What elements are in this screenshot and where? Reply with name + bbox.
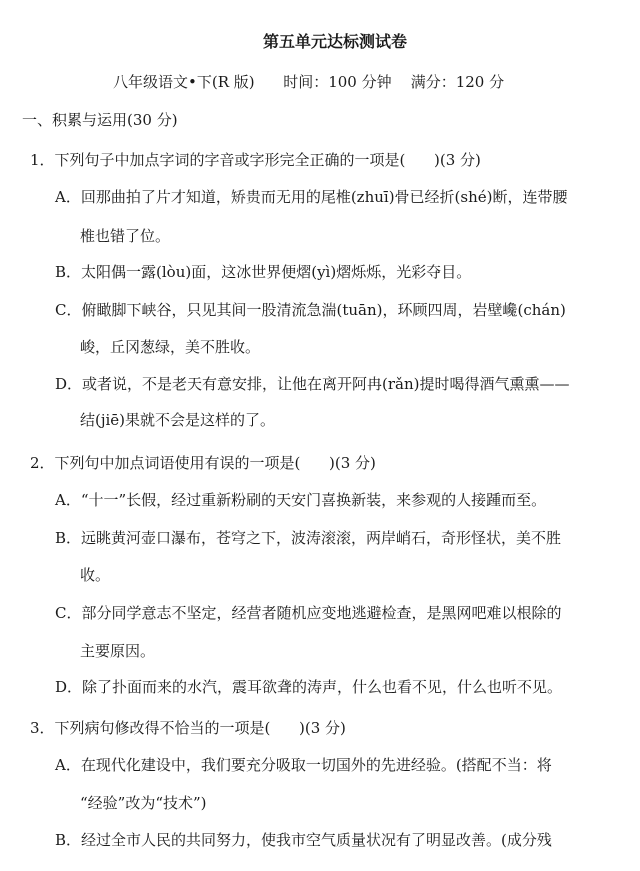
question-3-option-a-cont: “经验”改为“技术”) xyxy=(80,794,207,812)
question-1-option-b: B．太阳偶一露(lòu)面，这冰世界便熠(yì)熠烁烁，光彩夺目。 xyxy=(55,263,472,281)
page-title: 第五单元达标测试卷 xyxy=(263,32,408,51)
question-3-option-b: B．经过全市人民的共同努力，使我市空气质量状况有了明显改善。(成分残 xyxy=(55,831,552,849)
question-2-option-c: C．部分同学意志不坚定，经营者随机应变地逃避检查，是黑网吧难以根除的 xyxy=(55,604,562,622)
question-1-option-d: D．或者说，不是老天有意安排，让他在离开阿冉(rǎn)提时喝得酒气熏熏—— xyxy=(55,375,570,393)
question-2-option-b: B．远眺黄河壶口瀑布，苍穹之下，波涛滚滚，两岸峭石，奇形怪状，美不胜 xyxy=(55,529,562,547)
question-1-option-c: C．俯瞰脚下峡谷，只见其间一股清流急湍(tuān)，环顾四周，岩壁巉(chán) xyxy=(55,301,566,319)
exam-info: 八年级语文•下(R 版) 时间：100 分钟 满分：120 分 xyxy=(113,73,505,91)
question-2-option-b-cont: 收。 xyxy=(80,566,111,584)
question-1-option-c-cont: 峻，丘冈葱绿，美不胜收。 xyxy=(80,338,261,356)
question-2-stem: 2．下列句中加点词语使用有误的一项是( )(3 分) xyxy=(30,454,376,472)
question-3-option-a: A．在现代化建设中，我们要充分吸取一切国外的先进经验。(搭配不当：将 xyxy=(55,756,552,774)
question-2-option-c-cont: 主要原因。 xyxy=(80,642,156,660)
question-3-stem: 3．下列病句修改得不恰当的一项是( )(3 分) xyxy=(30,719,346,737)
question-1-option-a-cont: 椎也错了位。 xyxy=(80,227,171,245)
section-heading: 一、积累与运用(30 分) xyxy=(22,111,178,129)
question-1-option-a: A．回那曲拍了片才知道，矫贵而无用的尾椎(zhuī)骨已经折(shé)断，连带腰 xyxy=(55,188,568,206)
question-2-option-a: A．“十一”长假，经过重新粉刷的天安门喜换新装，来参观的人接踵而至。 xyxy=(55,491,547,509)
question-1-stem: 1．下列句子中加点字词的字音或字形完全正确的一项是( )(3 分) xyxy=(30,151,481,169)
question-2-option-d: D．除了扑面而来的水汽，震耳欲聋的涛声，什么也看不见，什么也听不见。 xyxy=(55,678,563,696)
question-1-option-d-cont: 结(jiē)果就不会是这样的了。 xyxy=(80,411,276,429)
